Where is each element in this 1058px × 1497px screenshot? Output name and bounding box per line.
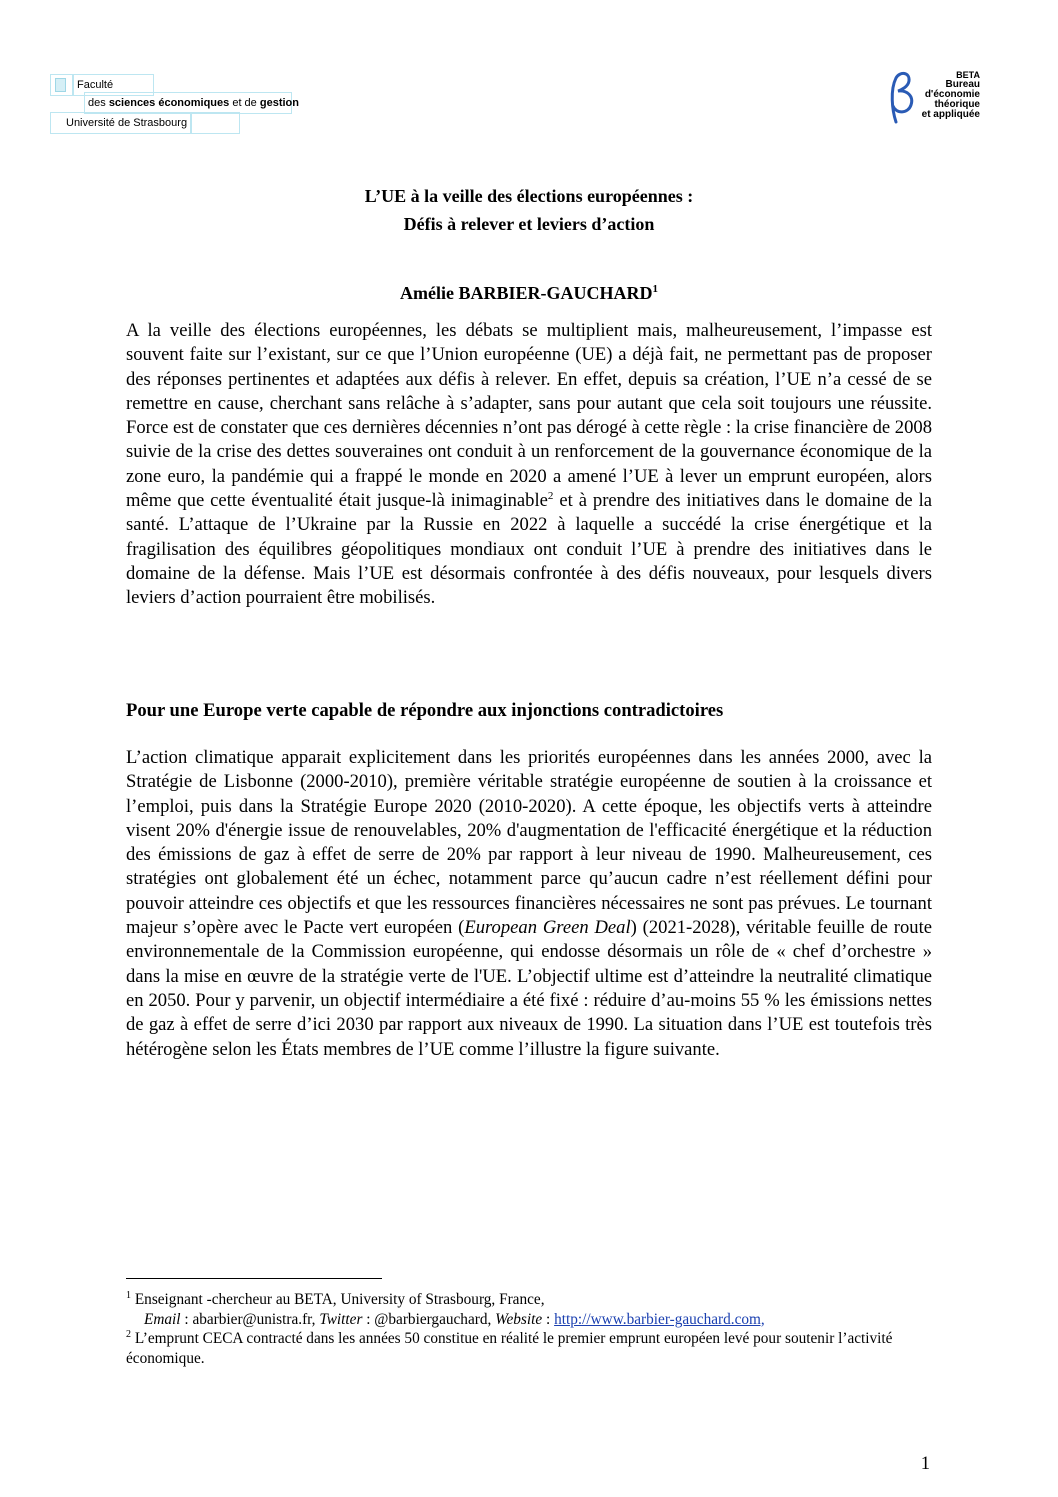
beta-logo-line: Bureau: [945, 79, 980, 90]
italic-term: European Green Deal: [464, 917, 631, 939]
footnote-2: $^2$ L’emprunt CECA contracté dans les années 50 constitue en réalité le premier emprunt européen levé pour soutenir l’activité économique.: [126, 1328, 893, 1367]
intro-paragraph: A la veille des élections européennes, les débats se multiplient mais, malheureusement, l’impasse est souvent faite sur l’existant, sur ce que l’Union européenne (UE) a déjà fait, ne permettant pas de proposer des réponses pertinentes et adaptées aux défis à relever. En effet, depuis sa création, l’UE n’a cessé de se remettre en cause, cherchant sans relâche à s’adapter, sans pour autant que cela soit toujours une réussite. Force est de constater que ces dernières décennies n’ont pas dérogé à cette règle : la crise financière de 2008 suivie de la crise des dettes souveraines ont conduit à un renforcement de la gouvernance économique de la zone euro, la pandémie qui a frappé le monde en 2020 a amené l’UE à lever un emprunt européen, alors même que cette éventualité était jusque-là inimaginable$^2$ et à prendre des initiatives dans le domaine de la santé. L’attaque de l’Ukraine par la Russie en 2022 à laquelle a succédé la crise énergétique et la fragilisation des équilibres géopolitiques mondiaux ont conduit l’UE à prendre des initiatives dans le domaine de la défense. Mais l’UE est désormais confrontée à des défis nouveaux, pour lesquels divers leviers d’action pourraient être mobilisés.: [126, 320, 932, 609]
footnote-1: $^1$ Enseignant -chercheur au BETA, University of Strasbourg, France,: [126, 1289, 545, 1308]
footnote-separator: [126, 1278, 382, 1279]
footnote-ref-1[interactable]: 1: [652, 283, 658, 295]
website-link[interactable]: http://www.barbier-gauchard.com,: [554, 1310, 765, 1328]
logo-line-universite: Université de Strasbourg: [66, 117, 188, 129]
beta-logo-line: BETA: [956, 70, 980, 80]
title-line-1: L’UE à la veille des élections européennes :: [364, 186, 694, 206]
beta-logo-line: théorique: [934, 99, 980, 110]
beta-symbol-icon: [882, 70, 922, 126]
logo-square-icon: [55, 78, 66, 92]
beta-logo-line: d'économie: [924, 89, 980, 100]
logo-frame: [190, 112, 240, 134]
footnote-ref-2[interactable]: 2: [547, 489, 554, 502]
footnotes: [126, 1290, 932, 1368]
document-title: [129, 182, 929, 238]
footnote-1-contacts: Email : abarbier@unistra.fr, Twitter : @barbiergauchard, Website : http://www.barbier-gauchard.com,: [144, 1310, 765, 1328]
page-number: 1: [920, 1453, 930, 1474]
beta-logo: [882, 70, 992, 126]
author-name: Amélie BARBIER-GAUCHARD: [400, 283, 653, 303]
title-line-2: Défis à relever et leviers d’action: [403, 214, 655, 234]
beta-logo-line: et appliquée: [921, 109, 980, 120]
author-line: [129, 281, 929, 305]
logo-line-faculte: Faculté: [77, 79, 114, 91]
logo-line-sciences: des sciences économiques et de gestion: [88, 97, 299, 109]
section-paragraph: L’action climatique apparait explicitement dans les priorités européennes dans les années 2000, avec la Stratégie de Lisbonne (2000-2010), première véritable stratégie européenne de soutien à la croissance et l’emploi, puis dans la Stratégie Europe 2020 (2010-2020). A cette époque, les objectifs verts à atteindre visent 20% d'énergie issue de renouvelables, 20% d'augmentation de l'efficacité énergétique et la réduction des émissions de gaz à effet de serre de 20% par rapport à leur niveau de 1990. Malheureusement, ces stratégies ont globalement été un échec, notamment parce qu’aucun cadre n’est réellement défini pour pouvoir atteindre ces objectifs et que les ressources financières nécessaires ne sont pas prévues. Le tournant majeur s’opère avec le Pacte vert européen (European Green Deal) (2021-2028), véritable feuille de route environnementale de la Commission européenne, qui endosse désormais un rôle de « chef d’orchestre » dans la mise en œuvre de la stratégie verte de l'UE. L’objectif ultime est d’atteindre la neutralité climatique en 2050. Pour y parvenir, un objectif intermédiaire a été fixé : réduire d’au-moins 55 % les émissions nettes de gaz à effet de serre d’ici 2030 par rapport aux niveaux de 1990. La situation dans l’UE est toutefois très hétérogène selon les États membres de l’UE comme l’illustre la figure suivante.: [126, 747, 933, 1060]
faculty-logo: [50, 74, 300, 134]
section-heading: Pour une Europe verte capable de répondre aux injonctions contradictoires: [126, 700, 724, 721]
